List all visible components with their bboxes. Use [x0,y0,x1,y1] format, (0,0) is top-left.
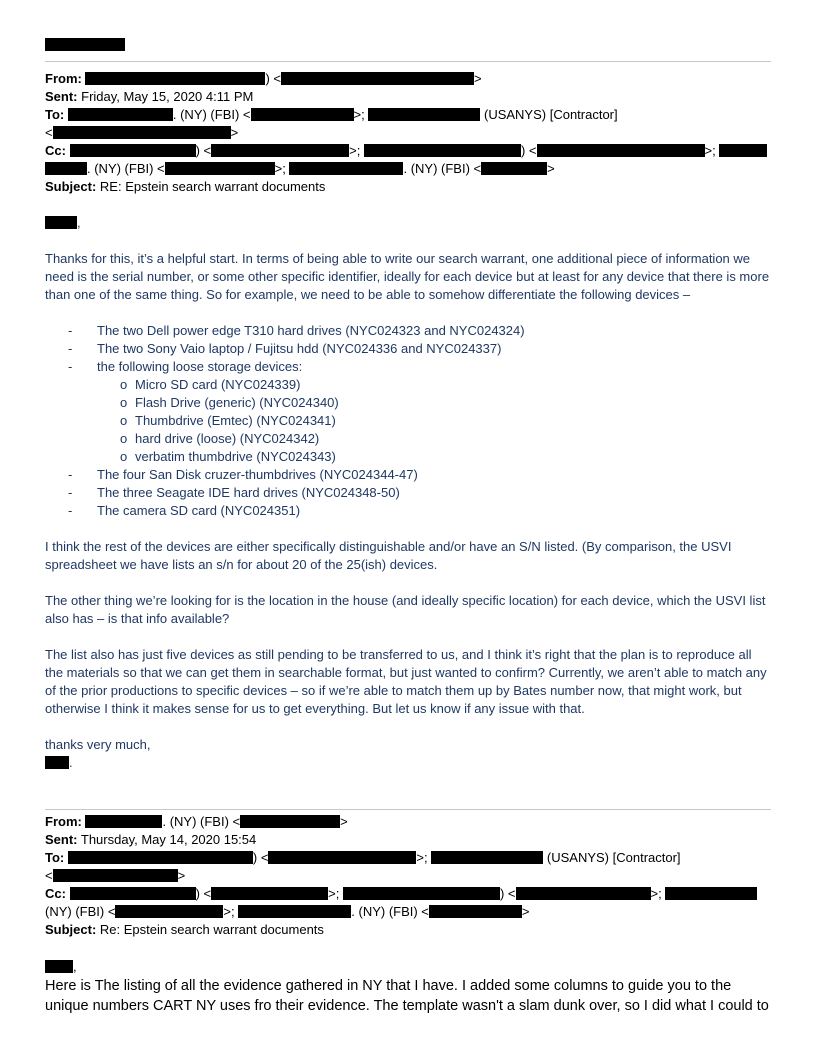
to-open: < [45,125,53,140]
email1-paragraph-2: I think the rest of the devices are either specifically distinguishable and/or have an S/N listed. (By comparison, the USVI spreadsheet we have lists an s/n for about 20 of the 25(ish) devices. [45,539,732,572]
cc-part: . (NY) (FBI) < [403,161,482,176]
email2-body: Here is The listing of all the evidence gathered in NY that I have. I added some columns to guide you to the unique numbers CART NY uses fro their evidence. The template wasn't a slam dunk over, so I did what I could to [45,978,769,1014]
to-close: > [177,868,186,883]
list-item-text: The four San Disk cruzer-thumbdrives (NYC024344-47) [97,467,418,482]
to-part: >; [416,850,428,865]
circle-bullet: o [120,431,128,446]
email1-paragraph-3: The other thing we’re looking for is the location in the house (and ideally specific location) for each device, which the USVI list also has – is that info available? [45,593,766,626]
circle-bullet: o [120,395,128,410]
sent-value: Friday, May 15, 2020 4:11 PM [81,89,254,104]
dash-bullet: - [68,359,73,374]
email2-cc-line [45,885,757,903]
circle-bullet: o [120,449,128,464]
cc-part: >; [349,143,361,158]
from-part: . (NY) (FBI) < [162,814,241,829]
sub-list-item [97,394,773,412]
greeting-suffix: , [73,959,77,974]
email2-cc-line2 [45,903,530,921]
sub-list-item-text: verbatim thumbdrive (NYC024343) [135,449,336,464]
sub-list-item-text: Flash Drive (generic) (NYC024340) [135,395,339,410]
cc-part: >; [274,161,286,176]
list-item [45,466,773,484]
list-item-text: The two Sony Vaio laptop / Fujitsu hdd (NYC024336 and NYC024337) [97,341,502,356]
redaction-bar [719,144,767,157]
sent-label: Sent: [45,832,78,847]
list-item [45,322,773,340]
cc-part: . (NY) (FBI) < [87,161,165,176]
redaction-bar [211,887,328,900]
redaction-bar [53,126,231,139]
list-item-text: The two Dell power edge T310 hard drives (NYC024323 and NYC024324) [97,323,525,338]
email1-paragraph-4: The list also has just five devices as still pending to be transferred to us, and I think it’s right that the plan is to reproduce all the materials so that we can get them in searchable format, but just wanted to confirm? Currently, we aren’t able to match any of the prior productions to specific devices – so if we’re able to match them up by Bates number now, that might work, but otherwise I think it makes sense for us to get everything. But let us know if any issue with that. [45,647,767,716]
sub-list-item-text: Micro SD card (NYC024339) [135,377,301,392]
redaction-bar [238,905,351,918]
email1-paragraph-1: Thanks for this, it’s a helpful start. In terms of being able to write our search warrant, one additional piece of information we need is the serial number, or some other specific identifier, ideally for each device but at least for any device that there is more than one of the same thing. So for example, we need to be able to somehow differentiate the following devices – [45,251,770,302]
sent-label: Sent: [45,89,78,104]
dash-bullet: - [68,485,73,500]
redaction-bar [45,38,125,51]
sent-value: Thursday, May 14, 2020 15:54 [80,832,257,847]
redaction-bar [429,905,522,918]
redaction-bar [85,72,265,85]
from-label: From: [45,814,82,829]
email1-cc-line2 [45,160,555,178]
subject-label: Subject: [45,922,97,937]
sub-list-item [97,376,773,394]
email2-sent-line [45,831,256,849]
redaction-bar [364,144,521,157]
redaction-bar [165,162,275,175]
email1-from-line [45,70,482,88]
list-item [45,502,773,520]
sub-list-item-text: Thumbdrive (Emtec) (NYC024341) [135,413,336,428]
cc-part: ) < [499,886,516,901]
email1-greeting [45,214,81,232]
cc-part: (NY) (FBI) < [45,904,116,919]
to-label: To: [45,107,65,122]
subject-value: Re: Epstein search warrant documents [99,922,324,937]
sub-list-item [97,430,773,448]
redaction-bar [240,815,340,828]
from-label: From: [45,71,82,86]
email1-cc-line [45,142,767,160]
email1-sent-line [45,88,253,106]
dash-bullet: - [68,467,73,482]
email1-signoff: thanks very much, [45,737,151,752]
email-divider [45,809,771,810]
redaction-bar [85,815,162,828]
cc-part: >; [223,904,235,919]
redaction-bar [115,905,223,918]
redaction-bar [665,887,757,900]
device-list [45,322,773,520]
sub-list-item [97,412,773,430]
redaction-bar [431,851,543,864]
email1-signature [45,754,73,772]
redaction-bar [53,869,178,882]
list-item [45,484,773,502]
circle-bullet: o [120,377,128,392]
cc-part: ) < [195,143,212,158]
cc-part: > [521,904,530,919]
list-item-text: The three Seagate IDE hard drives (NYC024348-50) [97,485,400,500]
cc-label: Cc: [45,886,66,901]
redaction-bar [281,72,474,85]
redaction-bar [289,162,403,175]
cc-part: >; [704,143,716,158]
email2-greeting [45,958,77,976]
redaction-bar [70,144,196,157]
redaction-bar [68,108,173,121]
cc-part: >; [650,886,662,901]
dash-bullet: - [68,341,73,356]
email1-to-line2 [45,124,238,142]
circle-bullet: o [120,413,128,428]
redaction-bar [481,162,547,175]
cc-part: > [547,161,555,176]
cc-part: . (NY) (FBI) < [351,904,429,919]
dash-bullet: - [68,503,73,518]
dash-bullet: - [68,323,73,338]
header-divider [45,61,771,62]
email1-subject-line [45,178,325,196]
subject-value: RE: Epstein search warrant documents [99,179,326,194]
to-open: < [45,868,53,883]
email2-subject-line [45,921,324,939]
redaction-bar [268,851,416,864]
signature-suffix: . [69,755,73,770]
cc-part: >; [328,886,340,901]
redaction-bar [45,216,77,229]
to-part: (USANYS) [Contractor] [546,850,681,865]
email2-to-line2 [45,867,185,885]
subject-label: Subject: [45,179,97,194]
cc-part: ) < [195,886,212,901]
redaction-bar [211,144,349,157]
sub-list-item [97,448,773,466]
from-separator: ) < [265,71,282,86]
to-part: . (NY) (FBI) < [172,107,251,122]
redaction-bar [45,162,87,175]
list-item [45,358,773,466]
to-close: > [230,125,239,140]
redaction-bar [537,144,705,157]
redaction-bar [343,887,500,900]
to-part: (USANYS) [Contractor] [483,107,618,122]
cc-label: Cc: [45,143,66,158]
from-close: > [340,814,348,829]
redaction-bar [516,887,651,900]
list-item-text: The camera SD card (NYC024351) [97,503,301,518]
email2-from-line [45,813,348,831]
to-part: >; [353,107,365,122]
to-label: To: [45,850,65,865]
redaction-bar [70,887,196,900]
redaction-bar [251,108,354,121]
list-item-text: the following loose storage devices: [97,359,303,374]
to-part: ) < [252,850,269,865]
redaction-bar [45,756,69,769]
sub-list [97,376,773,466]
sub-list-item-text: hard drive (loose) (NYC024342) [135,431,320,446]
redaction-bar [45,960,73,973]
email1-to-line [45,106,618,124]
redaction-bar [368,108,480,121]
greeting-suffix: , [77,215,81,230]
email2-to-line [45,849,681,867]
list-item [45,340,773,358]
redaction-bar [68,851,253,864]
from-close: > [474,71,482,86]
cc-part: ) < [520,143,537,158]
